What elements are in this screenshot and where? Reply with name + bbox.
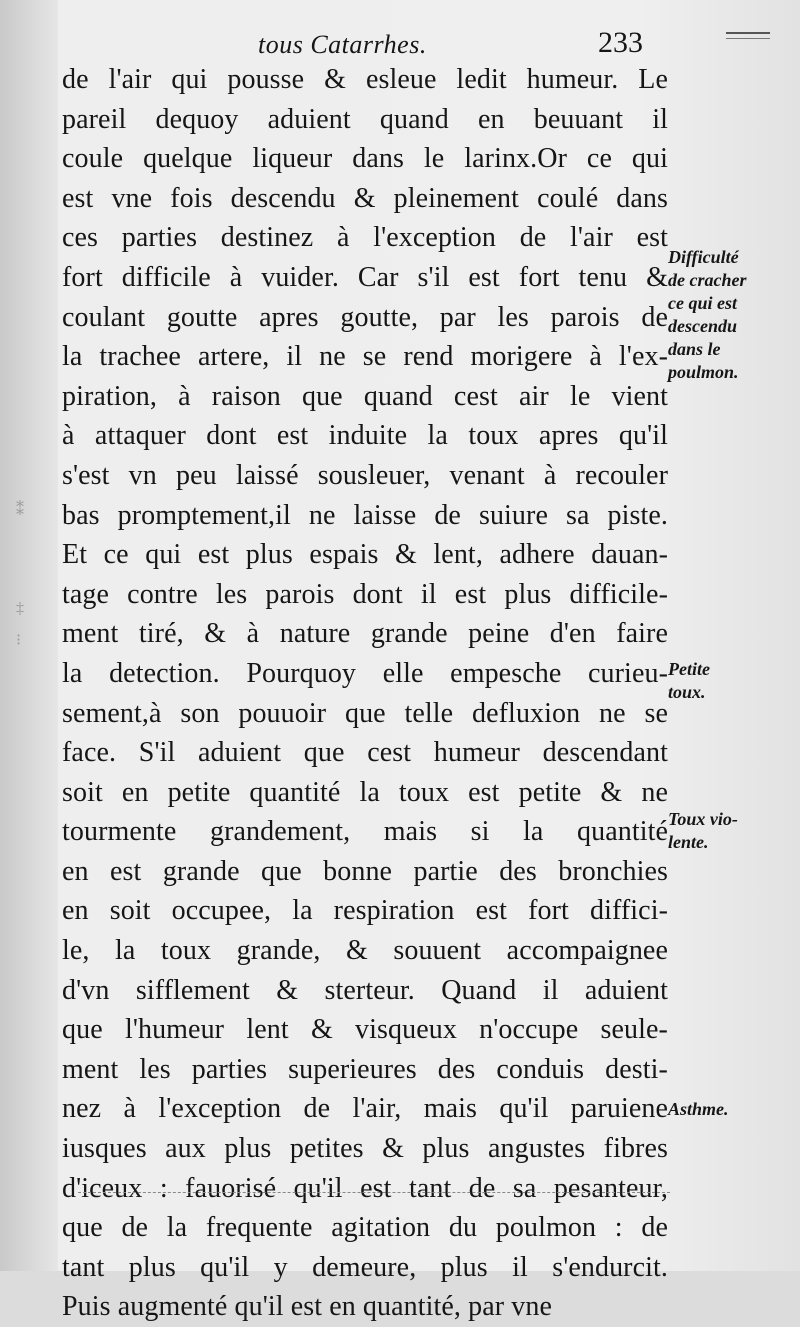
margin-note-line: Asthme.	[668, 1099, 729, 1119]
page-number: 233	[598, 26, 643, 59]
text-line: tant plus qu'il y demeure, plus il s'endurcit.	[62, 1251, 668, 1283]
bottom-rule	[78, 1192, 670, 1193]
margin-note-line: toux.	[668, 682, 706, 702]
margin-note-line: lente.	[668, 832, 709, 852]
text-line: que l'humeur lent & visqueux n'occupe seule-	[62, 1014, 668, 1046]
text-line: la trachee artere, il ne se rend morigere à l'ex-	[62, 341, 668, 373]
text-line: la detection. Pourquoy elle empesche curieu-	[62, 657, 668, 689]
margin-note-line: descendu	[668, 316, 737, 336]
text-line: ment tiré, & à nature grande peine d'en faire	[62, 618, 668, 650]
text-line: tourmente grandement, mais si la quantité	[62, 816, 668, 848]
running-head: tous Catarrhes.	[258, 30, 427, 59]
text-line: ment les parties superieures des conduis desti-	[62, 1053, 668, 1085]
margin-note-asthme	[668, 1098, 729, 1121]
text-line: s'est vn peu laissé sousleuer, venant à recouler	[62, 459, 668, 491]
text-line: Et ce qui est plus espais & lent, adhere dauan-	[62, 539, 668, 571]
text-line: fort difficile à vuider. Car s'il est fort tenu &	[62, 261, 668, 293]
margin-note-difficulte	[668, 246, 746, 384]
margin-note-line: dans le	[668, 339, 721, 359]
text-line: Puis augmenté qu'il est en quantité, par vne	[62, 1291, 552, 1323]
print-fleck: ⁝	[16, 632, 22, 649]
text-line: d'vn sifflement & sterteur. Quand il aduient	[62, 974, 668, 1006]
page-header	[0, 22, 800, 62]
text-line: le, la toux grande, & souuent accompaignee	[62, 935, 668, 967]
text-line: sement,à son pouuoir que telle defluxion ne se	[62, 697, 668, 729]
corner-mark	[726, 32, 770, 39]
text-line: ces parties destinez à l'exception de l'air est	[62, 222, 668, 254]
margin-note-line: Difficulté	[668, 247, 739, 267]
text-line: à attaquer dont est induite la toux apres qu'il	[62, 420, 668, 452]
print-fleck: ‡	[16, 600, 24, 617]
print-fleck: ⁑	[16, 502, 24, 519]
margin-note-line: de cracher	[668, 270, 747, 290]
margin-note-line: ce qui est	[668, 293, 737, 313]
text-line: d'iceux : fauorisé qu'il est tant de sa pesanteur,	[62, 1172, 668, 1204]
margin-note-toux-violente	[668, 808, 738, 854]
margin-note-line: poulmon.	[668, 362, 739, 382]
margin-note-petite-toux	[668, 658, 710, 704]
text-line: piration, à raison que quand cest air le vient	[62, 380, 668, 412]
text-line: est vne fois descendu & pleinement coulé dans	[62, 182, 668, 214]
text-line: en est grande que bonne partie des bronchies	[62, 855, 668, 887]
text-line: face. S'il aduient que cest humeur descendant	[62, 737, 668, 769]
text-line: que de la frequente agitation du poulmon : de	[62, 1212, 668, 1244]
margin-note-line: Toux vio-	[668, 809, 738, 829]
text-line: nez à l'exception de l'air, mais qu'il paruiene	[62, 1093, 668, 1125]
text-line: de l'air qui pousse & esleue ledit humeur. Le	[62, 64, 668, 95]
text-line: coulant goutte apres goutte, par les parois de	[62, 301, 668, 333]
text-line: pareil dequoy aduient quand en beuuant il	[62, 103, 668, 135]
text-line: coule quelque liqueur dans le larinx.Or ce qui	[62, 143, 668, 175]
text-line: soit en petite quantité la toux est petite & ne	[62, 776, 668, 808]
main-text	[62, 60, 668, 1327]
text-line: bas promptement,il ne laisse de suiure sa piste.	[62, 499, 668, 531]
text-line: iusques aux plus petites & plus angustes fibres	[62, 1133, 668, 1165]
text-line: en soit occupee, la respiration est fort diffici-	[62, 895, 668, 927]
text-line: tage contre les parois dont il est plus difficile-	[62, 578, 668, 610]
gutter-shadow	[0, 0, 58, 1271]
margin-note-line: Petite	[668, 659, 710, 679]
